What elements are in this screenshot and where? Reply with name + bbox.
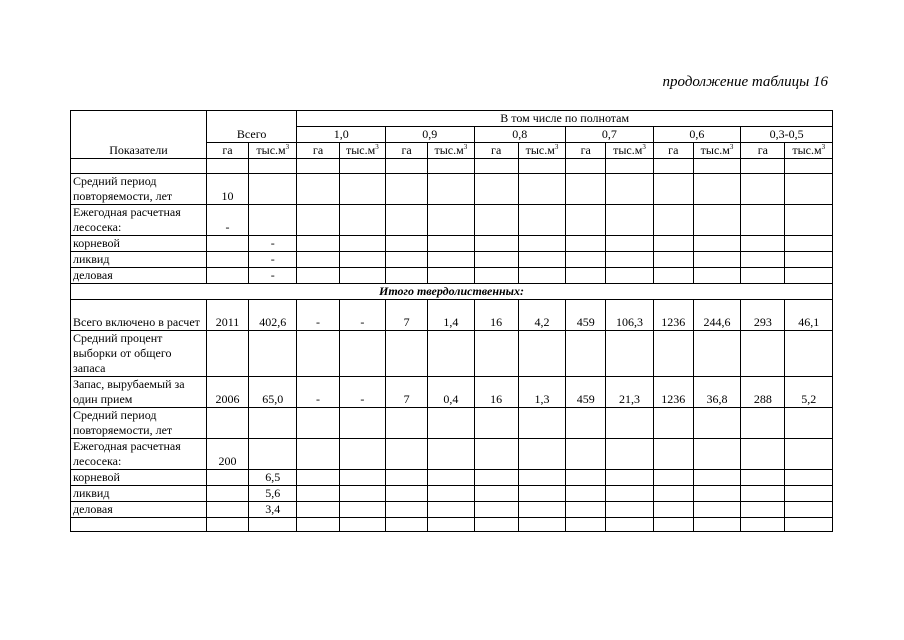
row-label: Средний период повторяемости, лет bbox=[71, 174, 207, 205]
table-row bbox=[71, 236, 833, 252]
header-unit-volume: $тыс.м^3$ bbox=[249, 143, 297, 159]
table-cell bbox=[741, 470, 785, 486]
table-cell bbox=[606, 159, 653, 174]
table-cell bbox=[339, 439, 385, 470]
table-cell bbox=[385, 470, 427, 486]
table-cell bbox=[785, 174, 833, 205]
header-unit-volume: $тыс.м^3$ bbox=[693, 143, 740, 159]
table-cell bbox=[206, 408, 248, 439]
table-cell: - bbox=[249, 236, 297, 252]
table-cell bbox=[566, 439, 606, 470]
table-cell bbox=[606, 439, 653, 470]
table-cell bbox=[606, 518, 653, 532]
table-cell bbox=[785, 236, 833, 252]
table-cell bbox=[474, 252, 518, 268]
header-by-density: В том числе по полнотам bbox=[297, 111, 833, 127]
table-cell bbox=[785, 502, 833, 518]
table-cell bbox=[339, 252, 385, 268]
table-cell bbox=[385, 236, 427, 252]
table-cell bbox=[518, 408, 565, 439]
table-cell: 1,3 bbox=[518, 377, 565, 408]
table-cell bbox=[741, 408, 785, 439]
table-cell bbox=[474, 502, 518, 518]
table-cell: - bbox=[339, 300, 385, 331]
row-label: Ежегодная расчетная лесосека: bbox=[71, 205, 207, 236]
table-cell bbox=[653, 518, 693, 532]
table-cell bbox=[206, 268, 248, 284]
table-cell bbox=[339, 159, 385, 174]
table-cell: 200 bbox=[206, 439, 248, 470]
row-label: Ежегодная расчетная лесосека: bbox=[71, 439, 207, 470]
table-cell bbox=[206, 159, 248, 174]
header-density: 0,8 bbox=[474, 127, 566, 143]
table-cell bbox=[653, 236, 693, 252]
table-cell bbox=[566, 408, 606, 439]
table-cell bbox=[385, 518, 427, 532]
table-cell: 4,2 bbox=[518, 300, 565, 331]
table-cell bbox=[297, 486, 339, 502]
table-cell: - bbox=[339, 377, 385, 408]
table-cell bbox=[428, 159, 474, 174]
table-cell bbox=[785, 439, 833, 470]
table-cell bbox=[606, 252, 653, 268]
table-cell bbox=[339, 205, 385, 236]
table-cell bbox=[785, 518, 833, 532]
table-cell bbox=[785, 159, 833, 174]
table-cell: 21,3 bbox=[606, 377, 653, 408]
table-cell bbox=[428, 470, 474, 486]
table-cell bbox=[741, 174, 785, 205]
table-cell bbox=[428, 518, 474, 532]
table-cell bbox=[566, 470, 606, 486]
table-cell: 402,6 bbox=[249, 300, 297, 331]
table-cell bbox=[693, 408, 740, 439]
table-cell bbox=[297, 252, 339, 268]
table-cell bbox=[653, 486, 693, 502]
table-cell bbox=[385, 502, 427, 518]
table-row bbox=[71, 300, 833, 331]
table-cell bbox=[518, 159, 565, 174]
table-cell bbox=[518, 252, 565, 268]
table-cell bbox=[741, 268, 785, 284]
table-cell bbox=[653, 205, 693, 236]
table-cell bbox=[249, 439, 297, 470]
table-row bbox=[71, 408, 833, 439]
table-cell bbox=[428, 502, 474, 518]
table-cell bbox=[206, 252, 248, 268]
table-cell: - bbox=[206, 205, 248, 236]
table-cell bbox=[297, 268, 339, 284]
table-cell bbox=[653, 174, 693, 205]
table-cell bbox=[297, 502, 339, 518]
table-row bbox=[71, 486, 833, 502]
table-cell bbox=[474, 268, 518, 284]
table-cell bbox=[566, 518, 606, 532]
table-cell: 36,8 bbox=[693, 377, 740, 408]
header-unit-ha: га bbox=[385, 143, 427, 159]
table-cell bbox=[428, 236, 474, 252]
table-cell bbox=[653, 502, 693, 518]
table-cell: 46,1 bbox=[785, 300, 833, 331]
table-cell bbox=[653, 439, 693, 470]
table-cell bbox=[693, 159, 740, 174]
table-cell bbox=[385, 439, 427, 470]
table-cell bbox=[385, 159, 427, 174]
table-cell bbox=[785, 252, 833, 268]
table-cell bbox=[606, 268, 653, 284]
table-cell bbox=[693, 470, 740, 486]
table-cell bbox=[249, 159, 297, 174]
table-cell: 1,4 bbox=[428, 300, 474, 331]
table-row bbox=[71, 159, 833, 174]
table-row bbox=[71, 252, 833, 268]
table-cell bbox=[428, 268, 474, 284]
table-cell: 288 bbox=[741, 377, 785, 408]
header-unit-volume: $тыс.м^3$ bbox=[606, 143, 653, 159]
table-cell bbox=[474, 205, 518, 236]
table-cell bbox=[249, 408, 297, 439]
header-unit-volume: $тыс.м^3$ bbox=[339, 143, 385, 159]
table-cell bbox=[428, 174, 474, 205]
table-cell bbox=[518, 486, 565, 502]
table-cell bbox=[606, 408, 653, 439]
table-cell: 106,3 bbox=[606, 300, 653, 331]
table-cell bbox=[785, 205, 833, 236]
table-cell bbox=[693, 268, 740, 284]
table-row bbox=[71, 518, 833, 532]
table-cell bbox=[566, 268, 606, 284]
table-cell bbox=[741, 518, 785, 532]
table-cell bbox=[385, 205, 427, 236]
table-cell bbox=[297, 174, 339, 205]
table-cell bbox=[474, 174, 518, 205]
table-cell: 5,2 bbox=[785, 377, 833, 408]
table-cell bbox=[339, 268, 385, 284]
table-cell bbox=[741, 159, 785, 174]
table-cell bbox=[606, 236, 653, 252]
forest-data-table bbox=[70, 110, 833, 532]
row-label: Средний период повторяемости, лет bbox=[71, 408, 207, 439]
header-unit-volume: $тыс.м^3$ bbox=[518, 143, 565, 159]
table-cell bbox=[566, 174, 606, 205]
table-cell: 16 bbox=[474, 300, 518, 331]
table-cell bbox=[693, 252, 740, 268]
table-cell bbox=[474, 159, 518, 174]
table-cell bbox=[428, 331, 474, 377]
row-label: Средний процент выборки от общего запаса bbox=[71, 331, 207, 377]
row-label: корневой bbox=[71, 470, 207, 486]
table-cell bbox=[693, 439, 740, 470]
table-cell: 10 bbox=[206, 174, 248, 205]
table-cell bbox=[385, 174, 427, 205]
table-row bbox=[71, 377, 833, 408]
header-unit-ha: га bbox=[653, 143, 693, 159]
row-label bbox=[71, 159, 207, 174]
table-cell bbox=[566, 205, 606, 236]
table-cell: 6,5 bbox=[249, 470, 297, 486]
table-cell bbox=[249, 205, 297, 236]
table-cell bbox=[339, 236, 385, 252]
table-cell bbox=[339, 174, 385, 205]
table-cell bbox=[206, 518, 248, 532]
table-cell bbox=[206, 502, 248, 518]
table-cell bbox=[741, 236, 785, 252]
table-cell: 1236 bbox=[653, 377, 693, 408]
table-cell: 244,6 bbox=[693, 300, 740, 331]
table-cell: 65,0 bbox=[249, 377, 297, 408]
table-cell: 459 bbox=[566, 300, 606, 331]
table-cell bbox=[518, 174, 565, 205]
table-cell bbox=[428, 252, 474, 268]
table-cell bbox=[297, 236, 339, 252]
table-cell bbox=[653, 408, 693, 439]
table-row bbox=[71, 331, 833, 377]
table-cell bbox=[785, 268, 833, 284]
table-cell bbox=[385, 408, 427, 439]
table-cell bbox=[518, 331, 565, 377]
table-cell bbox=[339, 502, 385, 518]
header-unit-ha: га bbox=[474, 143, 518, 159]
table-row bbox=[71, 439, 833, 470]
table-cell bbox=[518, 268, 565, 284]
table-cell bbox=[606, 470, 653, 486]
table-cell bbox=[428, 439, 474, 470]
table-cell bbox=[428, 486, 474, 502]
header-density: 0,9 bbox=[385, 127, 474, 143]
table-cell bbox=[566, 331, 606, 377]
table-cell: 7 bbox=[385, 377, 427, 408]
table-cell bbox=[206, 486, 248, 502]
header-density: 0,3-0,5 bbox=[741, 127, 833, 143]
table-cell: 7 bbox=[385, 300, 427, 331]
table-cell bbox=[785, 470, 833, 486]
table-cell bbox=[518, 518, 565, 532]
row-label: деловая bbox=[71, 502, 207, 518]
header-total: Всего bbox=[206, 111, 297, 143]
table-cell bbox=[566, 502, 606, 518]
table-cell bbox=[741, 502, 785, 518]
table-cell bbox=[693, 518, 740, 532]
table-cell bbox=[693, 236, 740, 252]
table-cell bbox=[474, 408, 518, 439]
table-cell bbox=[518, 205, 565, 236]
table-cell: - bbox=[249, 252, 297, 268]
table-cell bbox=[339, 486, 385, 502]
table-cell: 1236 bbox=[653, 300, 693, 331]
table-cell bbox=[297, 159, 339, 174]
table-row bbox=[71, 470, 833, 486]
row-label: деловая bbox=[71, 268, 207, 284]
table-cell bbox=[385, 486, 427, 502]
table-cell bbox=[297, 331, 339, 377]
table-cell bbox=[385, 331, 427, 377]
table-row bbox=[71, 502, 833, 518]
table-cell bbox=[206, 236, 248, 252]
table-cell bbox=[206, 331, 248, 377]
table-cell bbox=[518, 236, 565, 252]
table-cell: 293 bbox=[741, 300, 785, 331]
section-title: Итого твердолиственных: bbox=[71, 284, 833, 300]
header-unit-ha: га bbox=[206, 143, 248, 159]
table-cell: - bbox=[297, 300, 339, 331]
table-cell bbox=[653, 252, 693, 268]
table-cell bbox=[566, 159, 606, 174]
table-cell bbox=[606, 331, 653, 377]
table-row bbox=[71, 268, 833, 284]
header-unit-volume: $тыс.м^3$ bbox=[785, 143, 833, 159]
table-cell bbox=[653, 331, 693, 377]
table-cell bbox=[785, 331, 833, 377]
table-cell bbox=[693, 174, 740, 205]
table-cell bbox=[297, 408, 339, 439]
table-cell bbox=[785, 408, 833, 439]
table-cell: 2011 bbox=[206, 300, 248, 331]
table-cell: - bbox=[297, 377, 339, 408]
table-cell bbox=[741, 486, 785, 502]
header-density: 0,6 bbox=[653, 127, 741, 143]
table-cell bbox=[297, 205, 339, 236]
table-cell: 16 bbox=[474, 377, 518, 408]
table-cell bbox=[428, 408, 474, 439]
header-indicators: Показатели bbox=[71, 111, 207, 159]
row-label: Всего включено в расчет bbox=[71, 300, 207, 331]
table-cell bbox=[566, 486, 606, 502]
header-unit-volume: $тыс.м^3$ bbox=[428, 143, 474, 159]
header-density: 1,0 bbox=[297, 127, 386, 143]
table-cell: 2006 bbox=[206, 377, 248, 408]
table-row bbox=[71, 174, 833, 205]
row-label: Запас, вырубаемый за один прием bbox=[71, 377, 207, 408]
row-label: ликвид bbox=[71, 252, 207, 268]
table-cell bbox=[339, 408, 385, 439]
table-row bbox=[71, 205, 833, 236]
table-cell bbox=[741, 331, 785, 377]
table-cell bbox=[693, 486, 740, 502]
table-cell bbox=[606, 486, 653, 502]
table-cell: 5,6 bbox=[249, 486, 297, 502]
table-cell bbox=[474, 439, 518, 470]
table-cell bbox=[297, 439, 339, 470]
table-cell bbox=[653, 470, 693, 486]
row-label bbox=[71, 518, 207, 532]
table-cell bbox=[566, 252, 606, 268]
table-cell: - bbox=[249, 268, 297, 284]
table-cell bbox=[606, 205, 653, 236]
table-cell bbox=[693, 502, 740, 518]
table-cell bbox=[474, 331, 518, 377]
table-cell bbox=[474, 236, 518, 252]
table-cell bbox=[249, 518, 297, 532]
table-cell bbox=[428, 205, 474, 236]
table-cell bbox=[297, 470, 339, 486]
table-cell bbox=[249, 331, 297, 377]
table-cell bbox=[206, 470, 248, 486]
table-cell bbox=[339, 518, 385, 532]
table-cell bbox=[606, 174, 653, 205]
header-unit-ha: га bbox=[741, 143, 785, 159]
table-cell: 0,4 bbox=[428, 377, 474, 408]
table-cell bbox=[653, 159, 693, 174]
table-cell bbox=[297, 518, 339, 532]
table-cell bbox=[741, 205, 785, 236]
table-cell: 3,4 bbox=[249, 502, 297, 518]
table-cell bbox=[518, 470, 565, 486]
row-label: корневой bbox=[71, 236, 207, 252]
table-cell bbox=[474, 470, 518, 486]
table-cell bbox=[741, 439, 785, 470]
table-cell bbox=[606, 502, 653, 518]
table-cell bbox=[693, 205, 740, 236]
table-cell bbox=[339, 331, 385, 377]
table-cell bbox=[474, 486, 518, 502]
table-cell: 459 bbox=[566, 377, 606, 408]
row-label: ликвид bbox=[71, 486, 207, 502]
table-cell bbox=[566, 236, 606, 252]
table-caption: продолжение таблицы 16 bbox=[662, 74, 828, 90]
table-cell bbox=[518, 502, 565, 518]
table-cell bbox=[693, 331, 740, 377]
table-cell bbox=[785, 486, 833, 502]
table-cell bbox=[385, 268, 427, 284]
table-cell bbox=[474, 518, 518, 532]
table-cell bbox=[385, 252, 427, 268]
table-cell bbox=[653, 268, 693, 284]
header-unit-ha: га bbox=[297, 143, 339, 159]
header-density: 0,7 bbox=[566, 127, 654, 143]
table-cell bbox=[741, 252, 785, 268]
table-cell bbox=[339, 470, 385, 486]
header-unit-ha: га bbox=[566, 143, 606, 159]
table-cell bbox=[249, 174, 297, 205]
table-cell bbox=[518, 439, 565, 470]
